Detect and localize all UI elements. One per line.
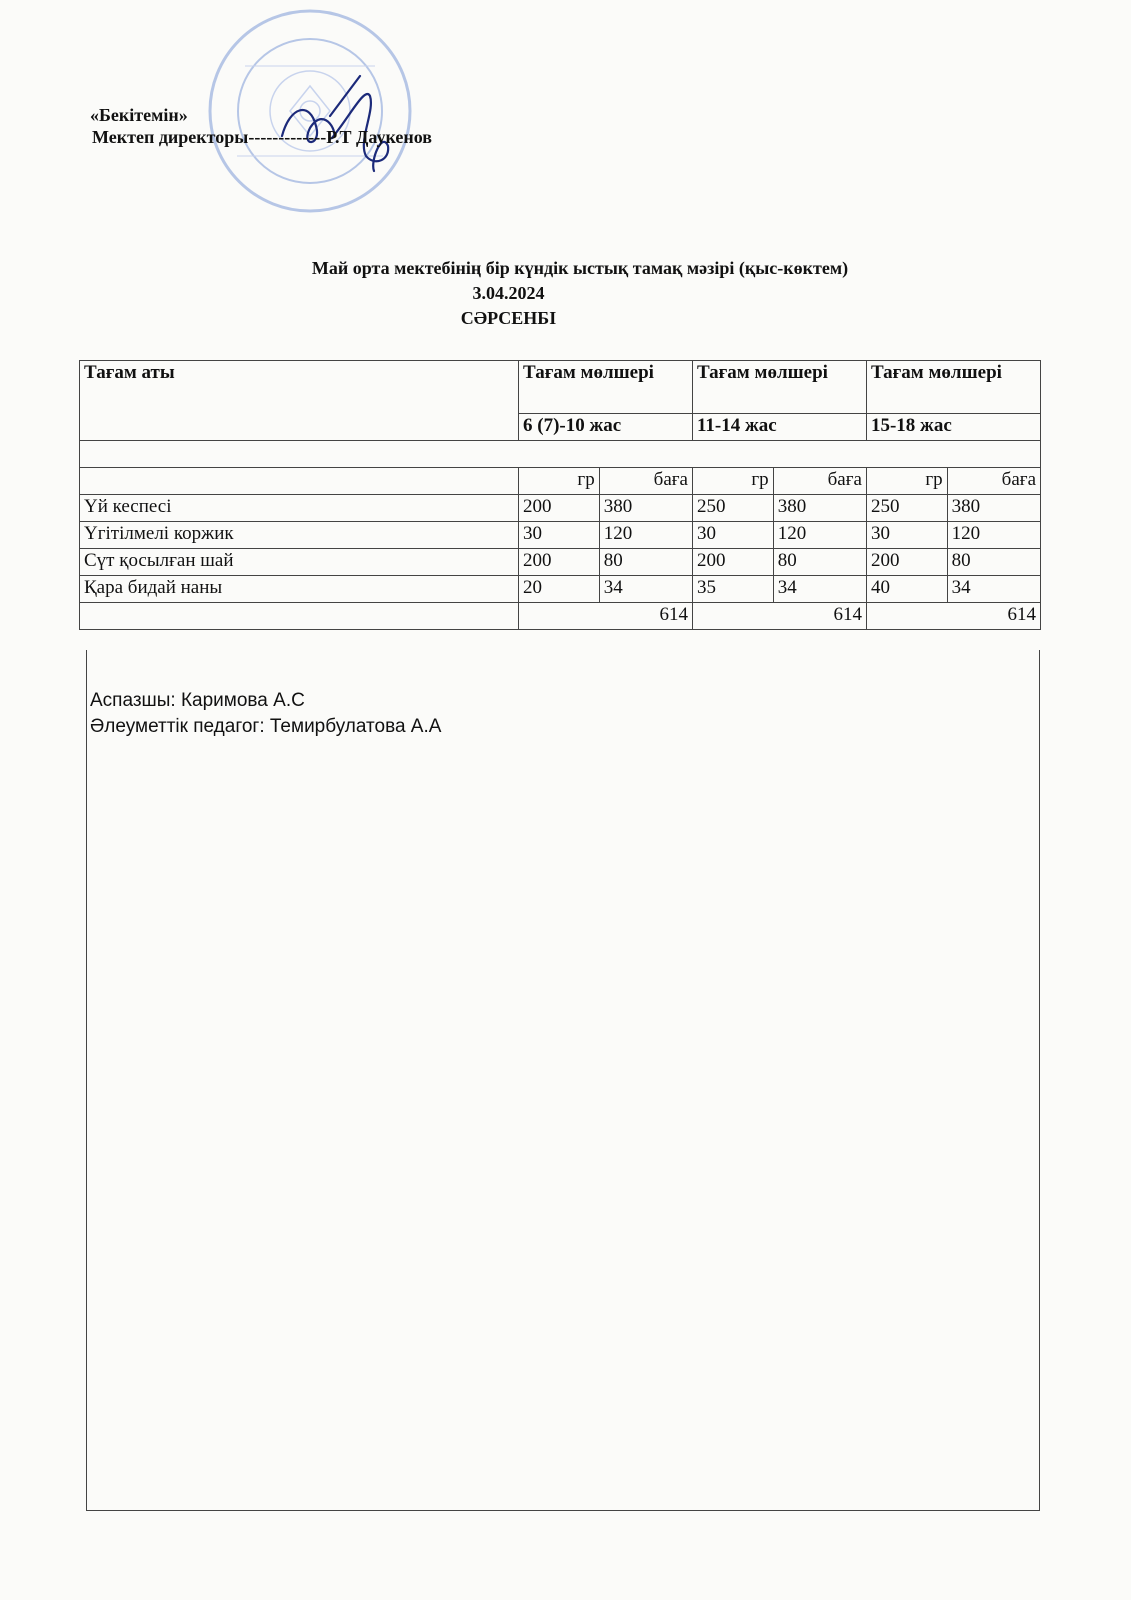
cell: 34 <box>773 576 866 603</box>
cell: 40 <box>866 576 947 603</box>
approval-line-2: Мектеп директоры-------------Р.Т Даукенов <box>92 127 433 147</box>
dish-name: Үгітілмелі коржик <box>80 522 519 549</box>
table-header-row <box>80 361 1041 414</box>
dish-name: Үй кеспесі <box>80 495 519 522</box>
table-total-row <box>80 603 1041 630</box>
total-empty <box>80 603 519 630</box>
total-1: 614 <box>519 603 693 630</box>
unit-price-2: баға <box>773 468 866 495</box>
unit-price-3: баға <box>947 468 1040 495</box>
page-frame <box>86 650 1040 1511</box>
cell: 380 <box>773 495 866 522</box>
approval-line-1: «Бекітемін» <box>90 105 188 125</box>
document-weekday: СӘРСЕНБІ <box>460 308 557 328</box>
cell: 120 <box>599 522 692 549</box>
cell: 35 <box>692 576 773 603</box>
total-3: 614 <box>866 603 1040 630</box>
cell: 30 <box>519 522 600 549</box>
unit-gr-3: гр <box>866 468 947 495</box>
dish-name: Сүт қосылған шай <box>80 549 519 576</box>
cell: 80 <box>773 549 866 576</box>
dish-name: Қара бидай наны <box>80 576 519 603</box>
cell: 120 <box>947 522 1040 549</box>
header-amount-1: Тағам мөлшері <box>519 361 693 414</box>
table-row <box>80 495 1041 522</box>
cook-line: Аспазшы: Каримова А.С <box>90 690 305 711</box>
unit-price-1: баға <box>599 468 692 495</box>
unit-gr-2: гр <box>692 468 773 495</box>
cell: 34 <box>947 576 1040 603</box>
cell: 120 <box>773 522 866 549</box>
social-pedagogue-line: Әлеуметтік педагог: Темирбулатова А.А <box>90 716 442 737</box>
approval-block <box>90 104 432 148</box>
cell: 30 <box>866 522 947 549</box>
cell: 80 <box>599 549 692 576</box>
cell: 30 <box>692 522 773 549</box>
cell: 34 <box>599 576 692 603</box>
cell: 80 <box>947 549 1040 576</box>
total-2: 614 <box>692 603 866 630</box>
cell: 380 <box>947 495 1040 522</box>
unit-empty <box>80 468 519 495</box>
table-unit-row <box>80 468 1041 495</box>
cell: 200 <box>519 549 600 576</box>
table-row <box>80 522 1041 549</box>
menu-table <box>79 360 1041 630</box>
header-amount-2: Тағам мөлшері <box>692 361 866 414</box>
age-group-2: 11-14 жас <box>692 414 866 441</box>
cell: 250 <box>866 495 947 522</box>
table-row <box>80 549 1041 576</box>
spacer-cell <box>80 441 1041 468</box>
unit-gr-1: гр <box>519 468 600 495</box>
cell: 250 <box>692 495 773 522</box>
cell: 200 <box>519 495 600 522</box>
age-group-3: 15-18 жас <box>866 414 1040 441</box>
age-group-1: 6 (7)-10 жас <box>519 414 693 441</box>
header-name: Тағам аты <box>80 361 519 441</box>
header-amount-3: Тағам мөлшері <box>866 361 1040 414</box>
document-date: 3.04.2024 <box>472 283 545 303</box>
cell: 200 <box>866 549 947 576</box>
table-row <box>80 576 1041 603</box>
table-spacer-row <box>80 441 1041 468</box>
cell: 200 <box>692 549 773 576</box>
cell: 20 <box>519 576 600 603</box>
staff-block <box>90 688 441 740</box>
cell: 380 <box>599 495 692 522</box>
document-title: Май орта мектебінің бір күндік ыстық тамақ мәзірі (қыс-көктем) <box>311 258 849 278</box>
